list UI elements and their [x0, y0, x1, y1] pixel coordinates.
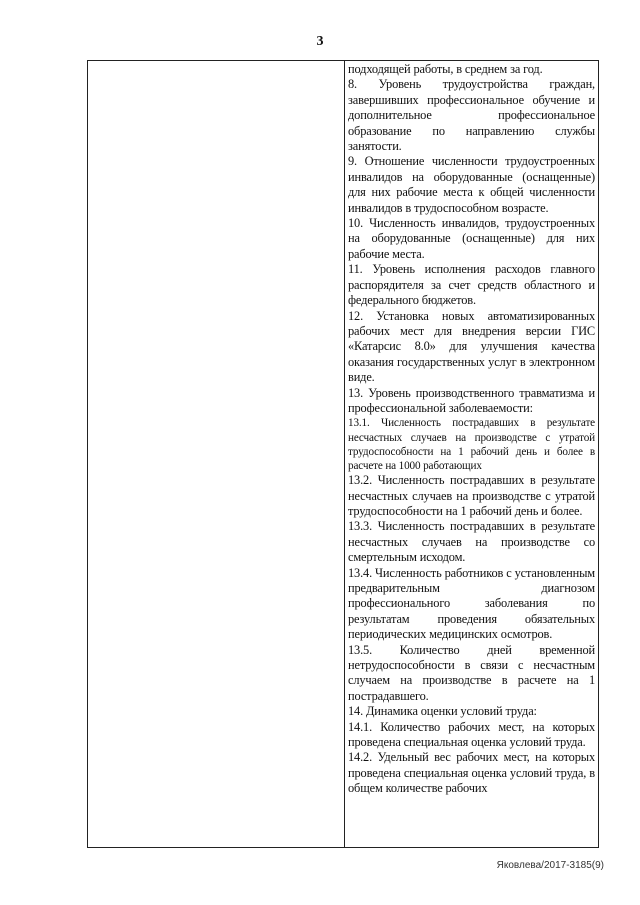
indicator-paragraph: 13.5. Количество дней временной нетрудоспособности в связи с несчастным случаем на производстве в расчете на 1 пострадавшего.: [348, 642, 595, 703]
indicator-paragraph: подходящей работы, в среднем за год.: [348, 62, 543, 76]
right-column-cell: [348, 62, 595, 797]
left-column-cell: [88, 61, 344, 847]
indicator-paragraph: 13.2. Численность пострадавших в результате несчастных случаев на производстве с утратой трудоспособности на 1 рабочий день и более.: [348, 473, 595, 518]
indicator-paragraph: 13. Уровень производственного травматизма и профессиональной заболеваемости:: [348, 385, 595, 415]
indicator-paragraph: 14.2. Удельный вес рабочих мест, на которых проведена специальная оценка условий труда, в общем количестве рабочих: [348, 750, 595, 796]
indicator-paragraph: 9. Отношение численности трудоустроенных инвалидов на оборудованные (оснащенные) для них рабочие места к общей численности инвалидов в трудоспособном возрасте.: [348, 154, 595, 215]
document-code: Яковлева/2017-3185(9): [496, 860, 604, 871]
indicator-paragraph: 12. Установка новых автоматизированных рабочих мест для внедрения версии ГИС «Катарсис 8.0» для улучшения качества оказания государственных услуг в электронном виде.: [348, 308, 595, 385]
indicator-paragraph: 13.1. Численность пострадавших в результате несчастных случаев на производстве с утратой трудоспособности на 1 рабочий день и более в расчете на 1000 работающих: [348, 417, 595, 472]
indicator-paragraph: 11. Уровень исполнения расходов главного распорядителя за счет средств областного и федерального бюджетов.: [348, 262, 595, 308]
indicator-paragraph: 10. Численность инвалидов, трудоустроенных на оборудованные (оснащенные) для них рабочие места.: [348, 216, 595, 261]
indicator-paragraph: 8. Уровень трудоустройства граждан, завершивших профессиональное обучение и дополнительное профессиональное образование по направлению службы занятости.: [348, 77, 595, 154]
document-table: [87, 60, 599, 848]
page-number: 3: [316, 34, 324, 49]
indicator-paragraph: 13.3. Численность пострадавших в результате несчастных случаев на производстве со смертельным исходом.: [348, 519, 595, 565]
indicator-paragraph: 13.4. Численность работников с установленным предварительным диагнозом профессионального заболевания по результатам проведения обязательных периодических медицинских осмотров.: [348, 565, 595, 642]
indicator-paragraph: 14. Динамика оценки условий труда:: [348, 704, 537, 719]
column-divider: [344, 61, 345, 847]
indicator-paragraph: 14.1. Количество рабочих мест, на которых проведена специальная оценка условий труда.: [348, 719, 595, 750]
